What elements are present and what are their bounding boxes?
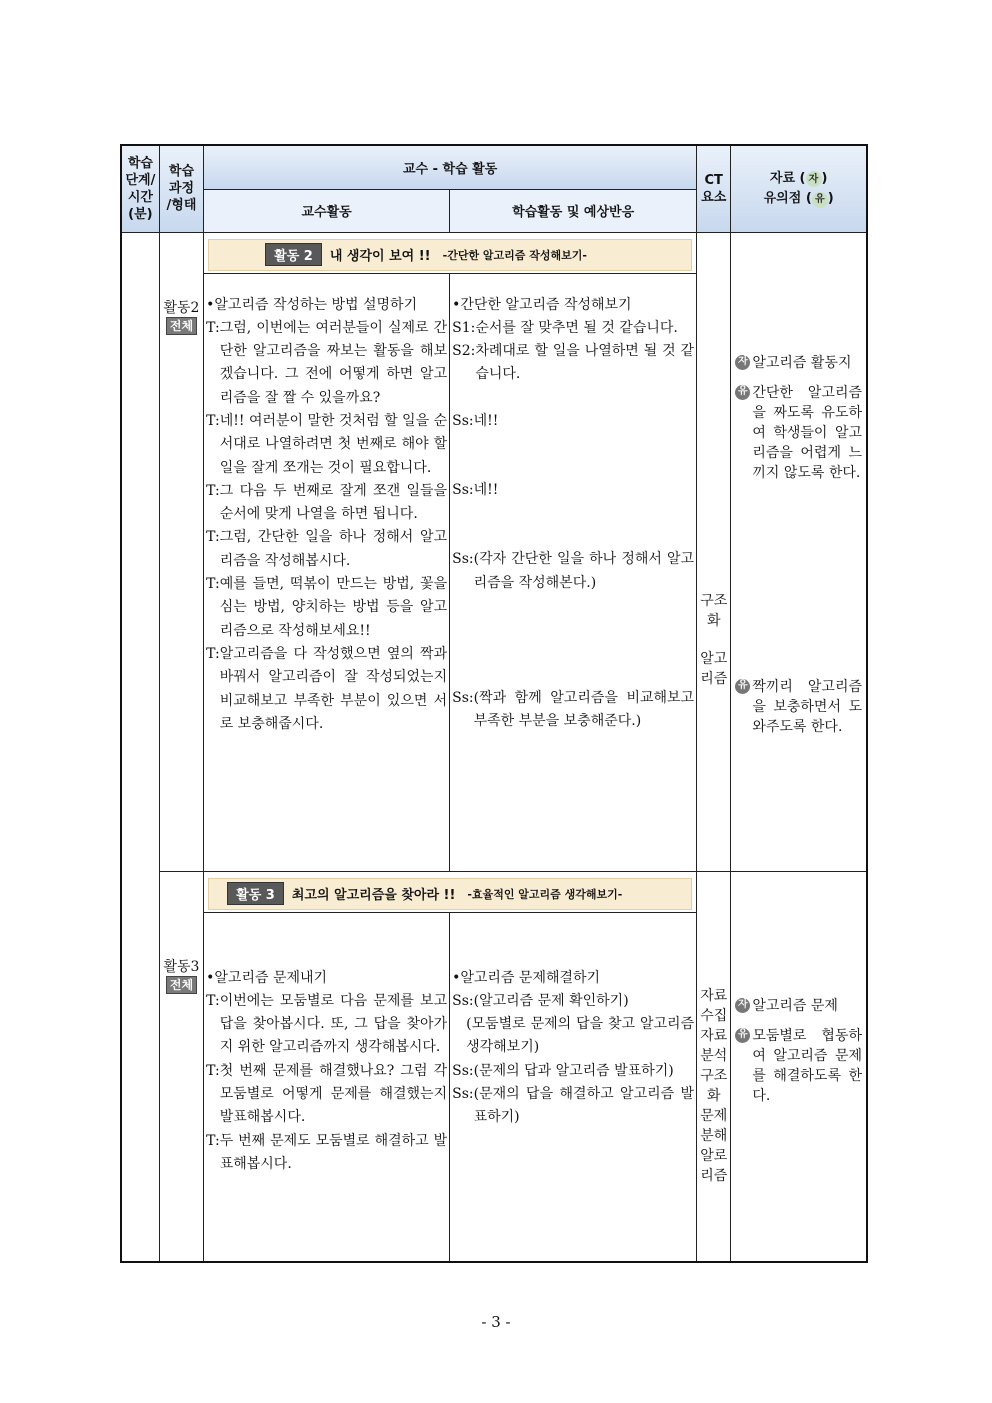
lesson-plan-table [120, 144, 868, 1263]
activity2-banner [208, 239, 692, 271]
material-mark-icon: 자 [735, 355, 750, 370]
activity2-ct: 구조 화 알고 리즘 [697, 232, 731, 871]
activity3-ct: 자료 수집 자료 분석 구조 화 문제 분해 알로 리즘 [697, 871, 731, 1262]
page-number: - 3 - [481, 1313, 511, 1331]
activity2-banner-cell [204, 232, 697, 273]
activity2-notes [731, 232, 867, 871]
activity3-title: 최고의 알고리즘을 찾아라 !! [291, 888, 456, 903]
header-form: 학습 과정 /형태 [159, 145, 203, 232]
material-mark-icon: 자 [735, 998, 750, 1013]
activity3-banner [208, 878, 692, 910]
stage-cell [121, 232, 159, 1262]
caution-mark-icon: 유 [735, 679, 750, 694]
activity2-title: 내 생각이 보여 !! [329, 249, 431, 264]
header-teacher: 교수활동 [204, 189, 450, 232]
caution-mark-icon: 유 [812, 192, 828, 208]
caution-mark-icon: 유 [735, 385, 750, 400]
activity3-tag: 전체 [166, 976, 197, 994]
note-item: 유 간단한 알고리즘을 짜도록 유도하여 학생들이 알고리즘을 어렵게 느끼지 않도록 한다. [735, 383, 862, 483]
note-item: 자 알고리즘 활동지 [735, 353, 862, 373]
activity2-teacher: • 알고리즘 작성하는 방법 설명하기 T: 그럼, 이번에는 여러분들이 실제로 간단한 알고리즘을 짜보는 활동을 해보겠습니다. 그 전에 어떻게 하면 알고리즘을 잘 짤 수 있을까요? T: 네!! 여러분이 말한 것처럼 할 일을 순서대로 나열하려면 첫 번째로 해야 할 일을 잘게 쪼개는 것이 필요합니다. T: 그 다음 두 번째로 잘게 쪼갠 일들을 순서에 맞게 나열을 하면 됩니다. T: 그럼, 간단한 일을 하나 정해서 알고리즘을 작성해봅시다. T: 예를 들면, 떡볶이 만드는 방법, 꽃을 심는 방법, 양치하는 방법 등을 알고리즘으로 작성해보세요!! T: 알고리즘을 다 작성했으면 옆의 짝과 바꿔서 알고리즘이 잘 작성되었는지 비교해보고 부족한 부분이 있으면 서로 보충해줍시다. [204, 273, 450, 871]
activity3-form [159, 871, 203, 1262]
header-teach-learn: 교수 - 학습 활동 [204, 145, 697, 189]
header-stage: 학습 단계/ 시간 (분) [121, 145, 159, 232]
activity2-tag: 전체 [166, 317, 197, 335]
activity3-label: 활동3 [163, 958, 200, 975]
activity2-form [159, 232, 203, 871]
activity2-subtitle: -간단한 알고리즘 작성해보기- [442, 248, 587, 262]
activity3-badge: 활동 3 [227, 882, 284, 905]
note-item: 유 모둠별로 협동하여 알고리즘 문제를 해결하도록 한다. [735, 1026, 862, 1106]
activity3-notes [731, 871, 867, 1262]
material-mark-icon: 자 [806, 171, 822, 187]
activity3-banner-cell [204, 871, 697, 912]
header-ct: CT 요소 [697, 145, 731, 232]
note-item: 유 짝끼리 알고리즘을 보충하면서 도와주도록 한다. [735, 677, 862, 737]
activity2-badge: 활동 2 [265, 243, 322, 266]
header-notes: 자료 ( 자 ) 유의점 ( 유 ) [731, 145, 867, 232]
caution-mark-icon: 유 [735, 1028, 750, 1043]
activity2-student: • 간단한 알고리즘 작성해보기 S1: 순서를 잘 맞추면 될 것 같습니다. S2: 차례대로 할 일을 나열하면 될 것 같습니다. Ss: 네!! Ss: 네!! Ss: (각자 간단한 일을 하나 정해서 알고리즘을 작성해본다.) Ss: (짝과 함께 알고리즘을 비교해보고 부족한 부분을 보충해준다.) [450, 273, 697, 871]
activity3-teacher: • 알고리즘 문제내기 T: 이번에는 모둠별로 다음 문제를 보고 답을 찾아봅시다. 또, 그 답을 찾아가지 위한 알고리즘까지 생각해봅시다. T: 첫 번째 문제를 해결했나요? 그럼 각 모둠별로 어떻게 문제를 해결했는지 발표해봅시다. T: 두 번째 문제도 모둠별로 해결하고 발표해봅시다. [204, 912, 450, 1262]
header-student: 학습활동 및 예상반응 [450, 189, 697, 232]
activity3-subtitle: -효율적인 알고리즘 생각해보기- [467, 887, 623, 901]
note-item: 자 알고리즘 문제 [735, 996, 862, 1016]
activity3-student: • 알고리즘 문제해결하기 Ss: (알고리즘 문제 확인하기) (모둠별로 문제의 답을 찾고 알고리즘 생각해보기) Ss: (문제의 답과 알고리즘 발표하기) Ss: (문재의 답을 해결하고 알고리즘 발표하기) [450, 912, 697, 1262]
activity2-label: 활동2 [163, 299, 200, 316]
